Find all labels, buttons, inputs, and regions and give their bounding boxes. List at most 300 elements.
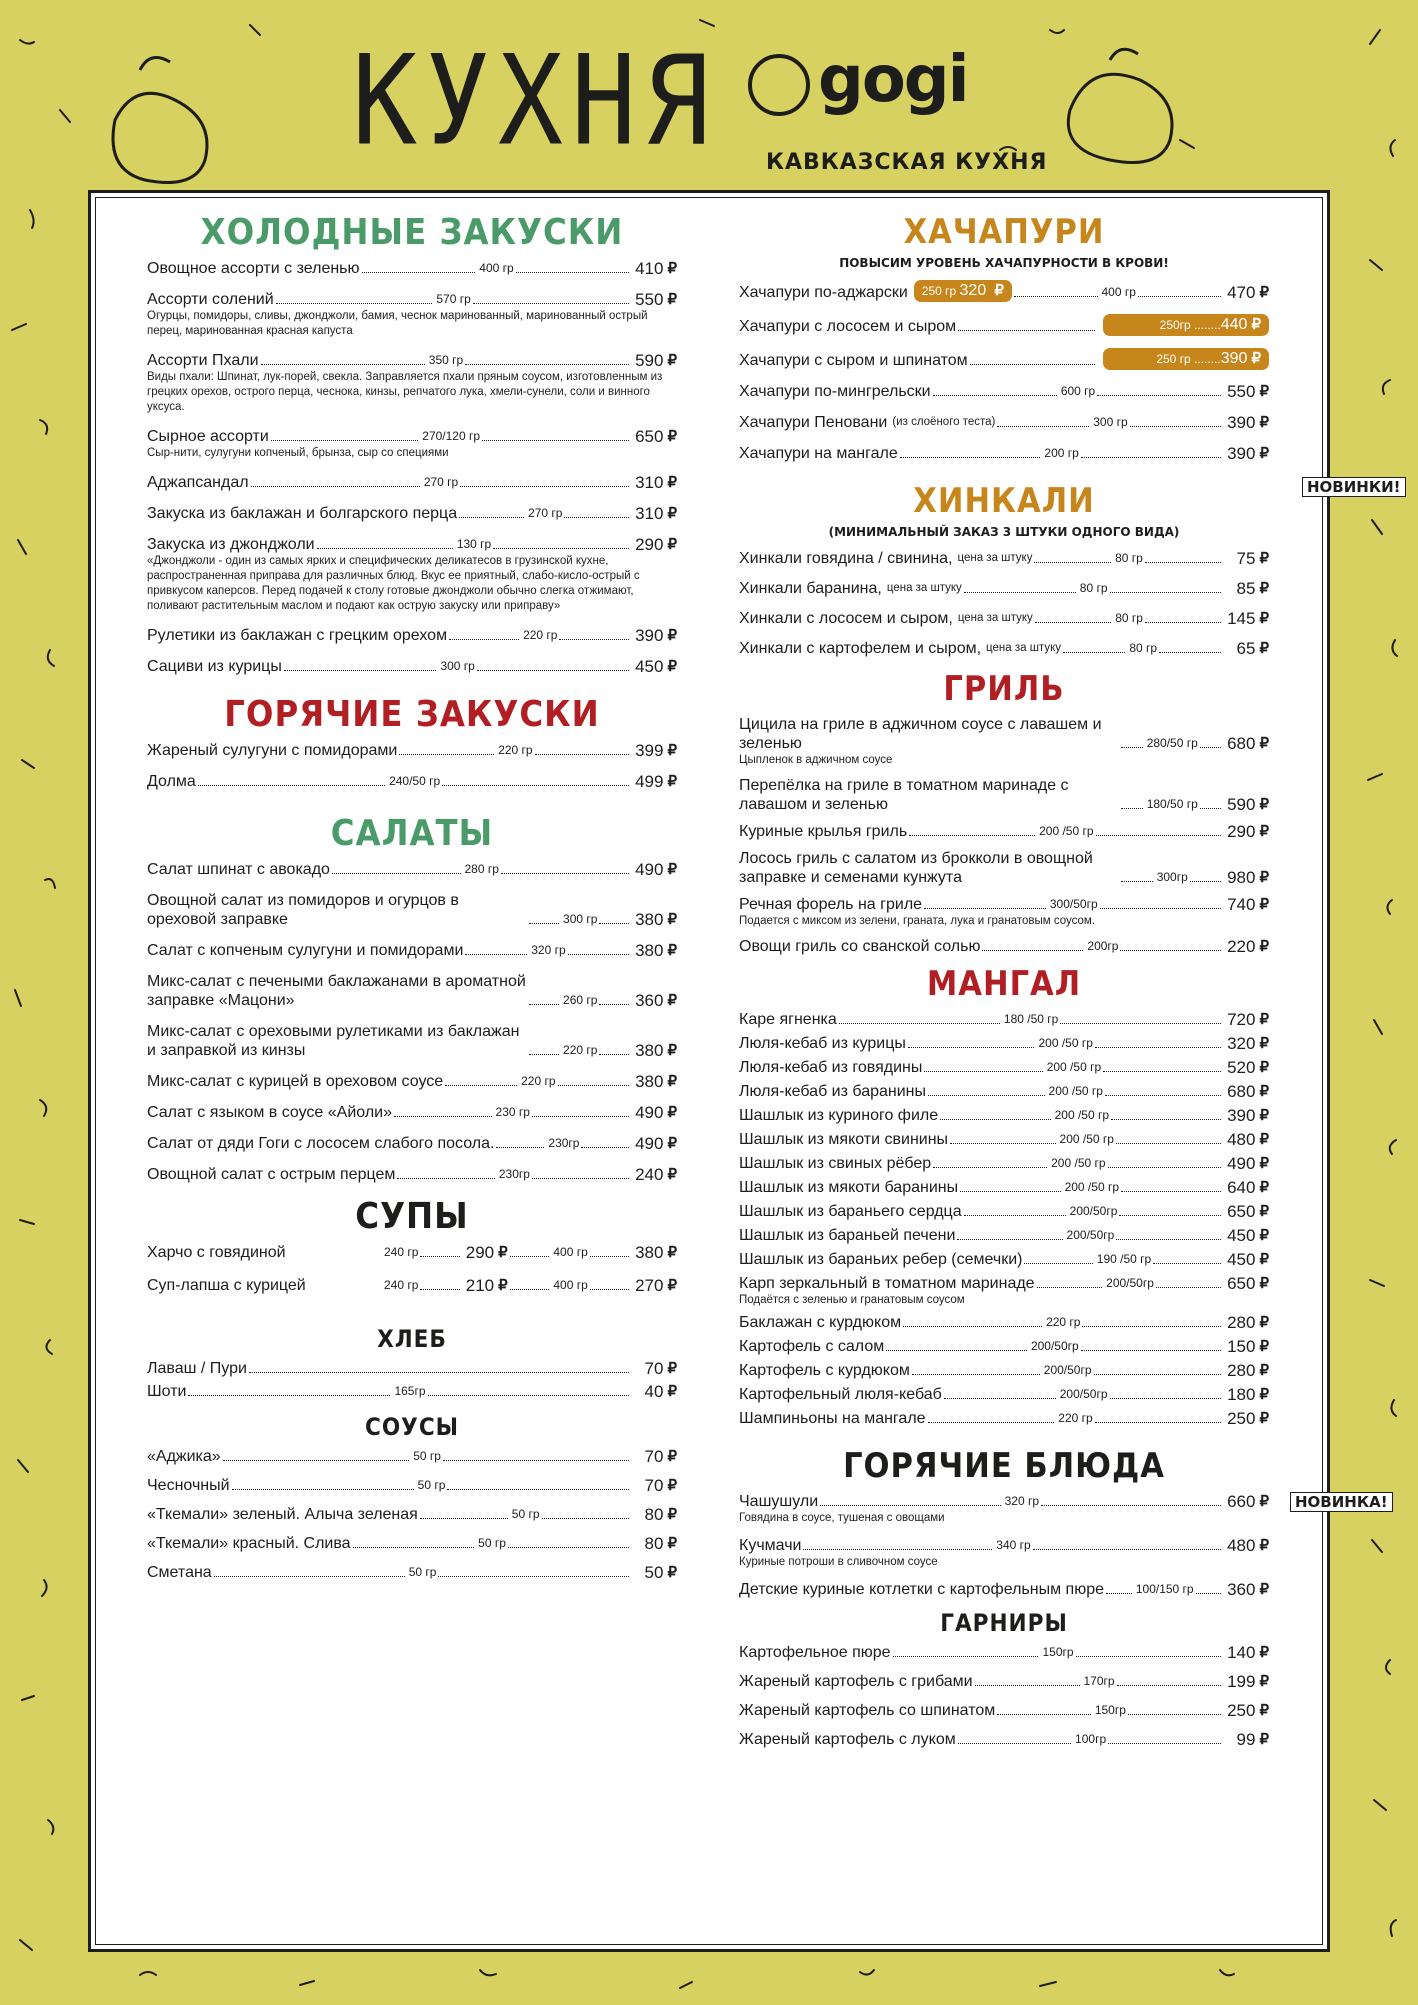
menu-item-row <box>739 1154 1269 1173</box>
menu-item-price: 380 <box>635 1072 664 1091</box>
menu-item <box>739 1034 1269 1053</box>
menu-item <box>739 1250 1269 1269</box>
menu-item-price: 440 <box>1220 316 1248 333</box>
menu-item <box>147 473 677 492</box>
menu-item-name: Хинкали говядина / свинина, <box>739 550 953 567</box>
menu-item <box>739 1274 1269 1308</box>
ruble-icon: ₽ <box>1259 1410 1269 1427</box>
menu-item-weight: 200гр <box>1087 939 1119 953</box>
dot-leader <box>820 1505 1000 1506</box>
menu-item-weight: 100гр <box>1075 1732 1107 1746</box>
ruble-icon: ₽ <box>1259 1107 1270 1124</box>
menu-item-description: Сыр-нити, сулугуни копченый, брынза, сыр со специями <box>147 447 449 459</box>
dot-leader <box>496 1147 544 1148</box>
dot-leader <box>900 457 1041 458</box>
menu-item-price: 290 <box>635 535 664 554</box>
menu-item-row <box>147 427 677 446</box>
dot-leader <box>975 1685 1080 1686</box>
menu-item <box>739 639 1269 658</box>
menu-item-row <box>147 972 677 1010</box>
menu-item <box>739 1730 1269 1749</box>
dot-leader <box>924 1071 1042 1072</box>
menu-item-description: «Джонджоли - один из самых ярких и специфических деликатесов в грузинской кухне, распространенная приправа для различных блюд. Вкус ее приятный, слабо-кисло-острый с привкусом каперсов. Перед подачей к столу готовые джонджоли обычно слегка отжимают, поливают растительным маслом и подают как острую закуску или приправу» <box>147 555 640 612</box>
ruble-icon: ₽ <box>1259 1644 1269 1661</box>
menu-item-weight: 600 гр <box>1060 384 1096 398</box>
ruble-icon: ₽ <box>1259 1537 1269 1554</box>
menu-item-name: Хинкали с лососем и сыром, <box>739 610 953 627</box>
dot-leader <box>839 1023 1000 1024</box>
menu-item-price: 220 <box>1227 937 1256 956</box>
menu-item <box>147 535 677 614</box>
menu-item-name: Шашлык из бараньих ребер (семечки) <box>739 1251 1023 1268</box>
menu-item-price: 680 <box>1227 1082 1256 1101</box>
header <box>0 0 1418 190</box>
menu-item-price: 280 <box>1227 1313 1256 1332</box>
menu-item-row <box>739 1226 1269 1245</box>
menu-item-price: 390 <box>1227 413 1256 432</box>
ruble-icon: ₽ <box>667 291 678 308</box>
menu-item-price: 590 <box>635 351 664 370</box>
ruble-icon: ₽ <box>1259 735 1270 752</box>
menu-item-weight: 200 /50 гр <box>1038 1036 1093 1050</box>
menu-item-note: цена за штуку <box>986 642 1061 654</box>
menu-item-name: Каре ягненка <box>739 1011 837 1028</box>
menu-item-row <box>147 1382 677 1401</box>
menu-item <box>147 504 677 523</box>
menu-item <box>739 348 1269 370</box>
menu-item <box>739 1178 1269 1197</box>
menu-item <box>739 280 1269 302</box>
menu-item-price: 499 <box>635 772 664 791</box>
menu-item-name: «Ткемали» зеленый. Алыча зеленая <box>147 1506 418 1523</box>
menu-item-name: Микс-салат с ореховыми рулетиками из баклажан и заправкой из кинзы <box>147 1023 520 1059</box>
menu-item <box>147 941 677 960</box>
ruble-icon: ₽ <box>1259 938 1269 955</box>
menu-item-weight: 240/50 гр <box>389 774 441 788</box>
menu-item-weight: 80 гр <box>1079 581 1108 595</box>
menu-item <box>147 772 677 791</box>
menu-item <box>147 1505 677 1524</box>
dot-leader <box>516 272 630 273</box>
menu-item-weight: 230гр <box>548 1136 580 1150</box>
menu-item-price: 480 <box>1227 1536 1256 1555</box>
ruble-icon: ₽ <box>1259 383 1270 400</box>
menu-item-weight: 570 гр <box>436 292 471 306</box>
dot-leader <box>912 1374 1040 1375</box>
menu-item-row <box>739 579 1269 598</box>
ruble-icon: ₽ <box>667 861 678 878</box>
dot-leader <box>581 1147 629 1148</box>
dot-leader <box>529 923 559 924</box>
dot-leader <box>1096 835 1222 836</box>
section-title-hot: ГОРЯЧИЕ ЗАКУСКИ <box>224 694 600 735</box>
menu-item <box>739 1337 1269 1356</box>
ruble-icon: ₽ <box>667 260 677 277</box>
menu-item <box>147 891 677 929</box>
menu-item-name: Шампиньоны на мангале <box>739 1410 926 1427</box>
menu-item-price: 75 <box>1236 549 1256 568</box>
menu-item-weight: 220 гр <box>523 628 558 642</box>
menu-item-row <box>147 1165 677 1184</box>
menu-item-price: 310 <box>635 473 664 492</box>
menu-item-row <box>739 937 1269 956</box>
dot-leader <box>482 440 629 441</box>
menu-item-name: Картофель с курдюком <box>739 1362 910 1379</box>
menu-item-weight: 80 гр <box>1115 611 1143 625</box>
menu-item <box>147 657 677 676</box>
menu-item-name: Шашлык из свиных рёбер <box>739 1155 932 1172</box>
menu-item-price: 390 <box>1220 350 1248 367</box>
menu-item-name: Микс-салат с курицей в ореховом соусе <box>147 1073 444 1090</box>
dot-leader <box>924 908 1046 909</box>
dot-leader <box>1111 1119 1221 1120</box>
ruble-icon: ₽ <box>667 505 677 522</box>
price-pill: 250 гр ........390 ₽ <box>1103 348 1269 370</box>
menu-item <box>147 1382 677 1401</box>
ruble-icon: ₽ <box>1259 640 1269 657</box>
menu-item-weight: 300 гр <box>563 912 598 926</box>
menu-item-description: Виды пхали: Шпинат, лук-порей, свекла. Заправляется пхали пряным соусом, изготовленным из грецких орехов, острого перца, чеснока, кинзы, репчатого лука, хмели-сунели, соли и винного уксуса. <box>147 371 663 413</box>
menu-item-price: 360 <box>635 991 664 1010</box>
menu-item-row <box>739 1536 1269 1555</box>
dot-leader <box>1035 622 1111 623</box>
menu-item <box>147 1134 677 1153</box>
menu-item-row <box>739 715 1269 753</box>
dot-leader <box>473 303 630 304</box>
menu-item-name: Салат с копченым сулугуни и помидорами <box>147 942 464 959</box>
ruble-icon: ₽ <box>667 474 677 491</box>
menu-item-weight: 180/50 гр <box>1146 797 1198 811</box>
menu-item-name: Ассорти Пхали <box>147 352 259 369</box>
menu-item-price: 150 <box>1227 1337 1256 1356</box>
dot-leader <box>353 1547 475 1548</box>
ruble-icon: ₽ <box>1259 1362 1270 1379</box>
dot-leader <box>944 1398 1056 1399</box>
menu-item-weight: 300гр <box>1156 870 1188 884</box>
dot-leader <box>957 1239 1062 1240</box>
menu-item <box>147 290 677 339</box>
menu-item-price: 480 <box>1227 1130 1256 1149</box>
menu-item-name: Хачапури Пеновани <box>739 414 888 431</box>
dot-leader <box>397 1178 495 1179</box>
menu-item-row <box>739 1361 1269 1380</box>
menu-item-row <box>739 1701 1269 1720</box>
menu-item-row <box>739 776 1269 814</box>
menu-item-row <box>739 1409 1269 1428</box>
ruble-icon: ₽ <box>1259 580 1269 597</box>
menu-item <box>739 1580 1269 1599</box>
menu-item <box>739 609 1269 628</box>
dot-leader <box>590 1289 630 1290</box>
menu-item-weight: 250 гр <box>1156 352 1191 366</box>
menu-item-row <box>739 1672 1269 1691</box>
dot-leader <box>1145 622 1221 623</box>
dot-leader <box>1110 1398 1222 1399</box>
menu-item-name: Детские куриные котлетки с картофельным пюре <box>739 1581 1104 1598</box>
menu-item-weight: 200/50гр <box>1043 1363 1092 1377</box>
menu-item-price: 65 <box>1236 639 1256 658</box>
menu-item-weight: 220 гр <box>563 1043 598 1057</box>
dot-leader <box>223 1460 410 1461</box>
menu-item-name: «Ткемали» красный. Слива <box>147 1535 351 1552</box>
ruble-icon: ₽ <box>1259 823 1269 840</box>
menu-item-weight: 80 гр <box>1129 641 1158 655</box>
menu-item <box>739 549 1269 568</box>
menu-item-price: 590 <box>1227 795 1256 814</box>
menu-item <box>739 1385 1269 1404</box>
ruble-icon: ₽ <box>667 1104 678 1121</box>
menu-item-row <box>739 280 1269 302</box>
ruble-icon: ₽ <box>1259 1493 1270 1510</box>
menu-item-row <box>739 639 1269 658</box>
dot-leader <box>970 364 1095 365</box>
menu-item <box>739 1536 1269 1570</box>
menu-item-weight: 200/50гр <box>1030 1339 1079 1353</box>
section-title-salads: САЛАТЫ <box>330 813 494 854</box>
menu-item-weight: 150гр <box>1094 1703 1126 1717</box>
ruble-icon: ₽ <box>1259 1155 1270 1172</box>
ruble-icon: ₽ <box>667 1360 677 1377</box>
menu-item <box>739 1409 1269 1428</box>
dot-leader <box>908 1047 1035 1048</box>
menu-item-name: Рулетики из баклажан с грецким орехом <box>147 627 448 644</box>
menu-item-weight: 200/50гр <box>1106 1276 1154 1290</box>
ruble-icon: ₽ <box>1259 1059 1269 1076</box>
menu-item-weight: 320 гр <box>1004 1494 1040 1508</box>
ruble-icon: ₽ <box>1259 1673 1270 1690</box>
menu-item <box>147 1359 677 1378</box>
dot-leader <box>1121 1191 1221 1192</box>
dot-leader <box>332 873 461 874</box>
menu-item-name: Шашлык из куриного филе <box>739 1107 939 1124</box>
dot-leader <box>1120 950 1221 951</box>
menu-item-name: «Аджика» <box>147 1448 221 1465</box>
dot-leader <box>1121 881 1153 882</box>
ruble-icon: ₽ <box>1259 1386 1269 1403</box>
menu-item-price: 180 <box>1227 1385 1256 1404</box>
dot-leader <box>465 954 527 955</box>
dot-leader <box>933 1167 1047 1168</box>
menu-item-description: Куриные потроши в сливочном соусе <box>739 1556 938 1568</box>
dot-leader <box>1200 808 1222 809</box>
menu-item-weight: 220 гр <box>1046 1315 1081 1329</box>
dot-leader <box>997 426 1089 427</box>
menu-item <box>147 351 677 415</box>
menu-item-weight-large: 400 гр <box>553 1245 588 1259</box>
ruble-icon: ₽ <box>667 1042 678 1059</box>
menu-item-price: 320 <box>1227 1034 1256 1053</box>
dot-leader <box>1119 1215 1221 1216</box>
menu-item-row <box>739 549 1269 568</box>
menu-item-price: 380 <box>635 941 664 960</box>
menu-item-row <box>147 1022 677 1060</box>
dot-leader <box>477 670 630 671</box>
menu-item-name: Шашлык из мякоти свинины <box>739 1131 949 1148</box>
menu-item-price: 490 <box>635 1103 664 1122</box>
dot-leader <box>1100 908 1222 909</box>
menu-item-price: 310 <box>635 504 664 523</box>
dot-leader <box>982 950 1083 951</box>
ruble-icon: ₽ <box>1259 796 1270 813</box>
menu-item-row <box>739 1274 1269 1293</box>
ruble-icon: ₽ <box>667 992 678 1009</box>
menu-item-name: Люля-кебаб из баранины <box>739 1083 926 1100</box>
menu-item-weight: 300/50гр <box>1049 897 1098 911</box>
dot-leader <box>1116 1239 1221 1240</box>
menu-item-price: 490 <box>635 860 664 879</box>
dot-leader <box>1081 457 1222 458</box>
ruble-icon: ₽ <box>667 911 678 928</box>
dot-leader <box>886 1350 1027 1351</box>
dot-leader <box>599 1054 629 1055</box>
menu-item <box>739 382 1269 401</box>
menu-item-price: 399 <box>635 741 664 760</box>
menu-item-weight: 190 /50 гр <box>1096 1252 1152 1266</box>
menu-item <box>739 579 1269 598</box>
menu-item-price: 390 <box>1227 444 1256 463</box>
ruble-icon: ₽ <box>1259 1275 1270 1292</box>
menu-item-name: Хачапури на мангале <box>739 445 898 462</box>
menu-item-weight: 50 гр <box>511 1507 540 1521</box>
dot-leader <box>1196 1593 1222 1594</box>
dot-leader <box>599 923 629 924</box>
menu-item-weight: 220 гр <box>1058 1411 1093 1425</box>
dot-leader <box>399 754 494 755</box>
ruble-icon: ₽ <box>1259 284 1269 301</box>
menu-item-row <box>147 1447 677 1466</box>
menu-item-name: Хачапури по-аджарски <box>739 284 908 301</box>
menu-item-weight: 270 гр <box>528 506 563 520</box>
menu-item-weight: 300 гр <box>1093 415 1128 429</box>
dot-leader <box>1034 562 1111 563</box>
left-column <box>147 212 677 1592</box>
ruble-icon: ₽ <box>667 1448 678 1465</box>
dot-leader <box>1063 652 1125 653</box>
menu-item-name: Закуска из джонджоли <box>147 536 315 553</box>
dot-leader <box>394 1116 492 1117</box>
dot-leader <box>1060 1023 1221 1024</box>
ruble-icon: ₽ <box>1251 316 1261 333</box>
menu-item-name: Картофельный люля-кебаб <box>739 1386 942 1403</box>
menu-item-price: 470 <box>1227 283 1256 302</box>
dot-leader <box>893 1656 1039 1657</box>
menu-item-weight: 200 /50 гр <box>1039 824 1094 838</box>
ruble-icon: ₽ <box>667 536 677 553</box>
dot-leader <box>271 440 418 441</box>
section-title-khachapuri: ХАЧАПУРИ <box>903 212 1105 252</box>
ruble-icon: ₽ <box>1259 550 1269 567</box>
menu-item-row <box>147 1476 677 1495</box>
menu-item-weight: 350 гр <box>428 353 464 367</box>
dot-leader <box>510 1256 550 1257</box>
section-title-hot_dishes: ГОРЯЧИЕ БЛЮДА <box>843 1446 1165 1486</box>
dot-leader <box>997 1714 1091 1715</box>
section-title-sauces: СОУСЫ <box>364 1413 460 1441</box>
page-title: КУХНЯ <box>352 29 718 174</box>
dot-leader <box>1105 1095 1222 1096</box>
menu-item <box>147 1022 677 1060</box>
menu-item-price: 360 <box>1227 1580 1256 1599</box>
menu-item-row <box>739 1492 1269 1511</box>
menu-item <box>147 1072 677 1091</box>
menu-item <box>739 1058 1269 1077</box>
dot-leader <box>558 1085 630 1086</box>
menu-item-name: Речная форель на гриле <box>739 896 923 913</box>
dot-leader <box>459 517 524 518</box>
menu-item <box>739 822 1269 841</box>
menu-item-weight-small: 240 гр <box>384 1278 419 1292</box>
menu-item-name: Сметана <box>147 1564 212 1581</box>
dot-leader <box>909 835 1035 836</box>
dot-leader <box>1106 1593 1132 1594</box>
menu-item-price: 380 <box>635 910 664 929</box>
menu-item-price: 240 <box>635 1165 664 1184</box>
menu-item-name: Картофель с салом <box>739 1338 885 1355</box>
ruble-icon: ₽ <box>667 773 677 790</box>
menu-item <box>147 1563 677 1582</box>
menu-item <box>147 860 677 879</box>
ruble-icon: ₽ <box>1259 1581 1269 1598</box>
menu-item-price: 250 <box>1227 1701 1256 1720</box>
menu-item-row <box>739 1730 1269 1749</box>
dot-leader <box>447 1489 629 1490</box>
dot-leader <box>442 785 629 786</box>
dot-leader <box>1117 1685 1222 1686</box>
menu-item-price: 650 <box>1227 1274 1256 1293</box>
menu-item-weight: 80 гр <box>1115 551 1143 565</box>
ruble-icon: ₽ <box>1259 445 1270 462</box>
dot-leader <box>1095 1422 1222 1423</box>
menu-item-name: Закуска из баклажан и болгарского перца <box>147 505 458 522</box>
menu-item-price: 980 <box>1227 868 1256 887</box>
menu-item <box>739 1313 1269 1332</box>
menu-item-row <box>739 382 1269 401</box>
menu-item-row <box>147 741 677 760</box>
menu-item <box>739 1643 1269 1662</box>
right-column <box>739 212 1269 1759</box>
menu-item-price: 380 <box>635 1041 664 1060</box>
section-title-mangal: МАНГАЛ <box>926 964 1082 1004</box>
dot-leader <box>535 754 630 755</box>
menu-item-row <box>739 1313 1269 1332</box>
menu-item-price: 40 <box>644 1382 664 1401</box>
ruble-icon: ₽ <box>1259 1251 1270 1268</box>
menu-item-name: Хачапури с лососем и сыром <box>739 318 957 335</box>
menu-item-price: 650 <box>1227 1202 1256 1221</box>
dot-leader <box>1121 808 1143 809</box>
menu-item-weight: 200 /50 гр <box>1059 1132 1114 1146</box>
logo-subtitle: КАВКАЗСКАЯ КУХНЯ <box>766 150 1048 175</box>
menu-item-weight-large: 400 гр <box>553 1278 588 1292</box>
dot-leader <box>284 670 437 671</box>
new-badge-khachapuri: НОВИНКИ! <box>1302 477 1406 497</box>
menu-item-weight: 230 гр <box>495 1105 530 1119</box>
menu-item-price: 640 <box>1227 1178 1256 1197</box>
ruble-icon: ₽ <box>1259 1011 1269 1028</box>
menu-item-description: Говядина в соусе, тушеная с овощами <box>739 1512 945 1524</box>
dot-leader <box>438 1576 629 1577</box>
menu-item-note: цена за штуку <box>957 552 1033 564</box>
dot-leader <box>1145 562 1222 563</box>
dot-leader <box>1081 1350 1222 1351</box>
menu-item-weight: 280/50 гр <box>1146 736 1198 750</box>
dot-leader <box>1103 1071 1221 1072</box>
menu-item <box>147 1476 677 1495</box>
menu-item-price: 390 <box>635 626 664 645</box>
ruble-icon: ₽ <box>1259 1203 1269 1220</box>
menu-item-price: 199 <box>1227 1672 1256 1691</box>
menu-item-row <box>147 657 677 676</box>
